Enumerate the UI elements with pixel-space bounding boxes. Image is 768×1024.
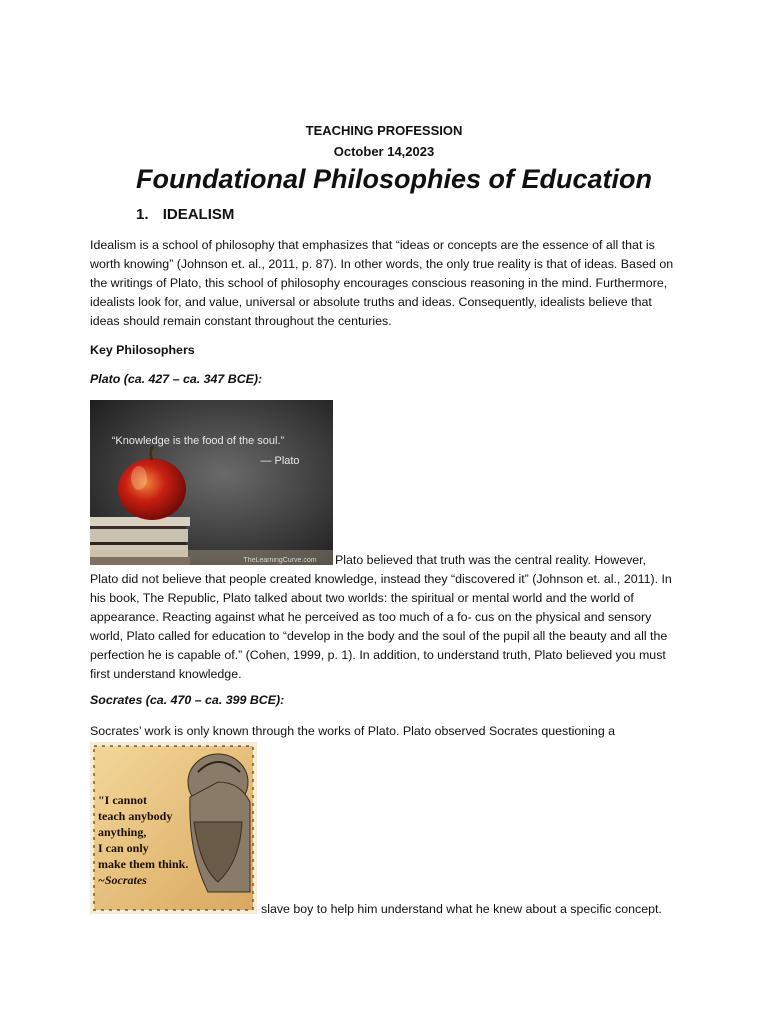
document-title: Foundational Philosophies of Education	[136, 164, 652, 194]
socrates-image-attribution: ~Socrates	[98, 873, 147, 887]
socrates-quote-image	[90, 742, 257, 914]
key-philosophers-heading: Key Philosophers	[90, 343, 195, 357]
socrates-first-line: Socrates’ work is only known through the works of Plato. Plato observed Socrates questioning a	[90, 724, 616, 738]
socrates-quote-line: make them think.	[98, 857, 189, 871]
plato-heading: Plato (ca. 427 – ca. 347 BCE):	[90, 372, 263, 386]
plato-first-line: Plato believed that truth was the central reality. However,	[335, 553, 647, 567]
socrates-quote-line: teach anybody	[98, 809, 173, 823]
socrates-quote-line: "I cannot	[98, 793, 148, 807]
document-date: October 14,2023	[333, 144, 435, 159]
plato-quote-image	[90, 400, 333, 565]
plato-paragraph: Plato did not believe that people created knowledge, instead they “discovered it” (Johnson et. al., 2011). In his book, The Republic, Plato talked about two worlds: the spiritual or mental world and the world of appearance. Reacting against what he perceived as too much of a fo- cus on the physical and sensory world, Plato called for education to “develop in the body and the soul of the pupil all the beauty and all the perfection he is capable of.” (Cohen, 1999, p. 1). In addition, to understand truth, Plato believed you must first understand knowledge.	[90, 572, 672, 681]
course-heading: TEACHING PROFESSION	[305, 123, 463, 138]
socrates-second-line: slave boy to help him understand what he knew about a specific concept.	[261, 902, 662, 916]
plato-image-quote: “Knowledge is the food of the soul.”	[111, 435, 285, 447]
plato-image-attribution: — Plato	[260, 455, 300, 467]
section-heading	[136, 206, 234, 223]
section-label: IDEALISM	[162, 206, 235, 223]
socrates-quote-line: anything,	[98, 825, 147, 839]
socrates-quote-line: I can only	[98, 841, 149, 855]
socrates-heading: Socrates (ca. 470 – ca. 399 BCE):	[90, 693, 285, 707]
plato-image-watermark: TheLearningCurve.com	[243, 557, 317, 564]
intro-paragraph: Idealism is a school of philosophy that emphasizes that “ideas or concepts are the essence of all that is worth knowing” (Johnson et. al., 2011, p. 87). In other words, the only true reality is that of ideas. Based on the writings of Plato, this school of philosophy encourages conscious reasoning in the mind. Furthermore, idealists look for, and value, universal or absolute truths and ideas. Consequently, idealists believe that ideas should remain constant throughout the centuries.	[90, 238, 674, 328]
section-number: 1.	[136, 206, 149, 223]
